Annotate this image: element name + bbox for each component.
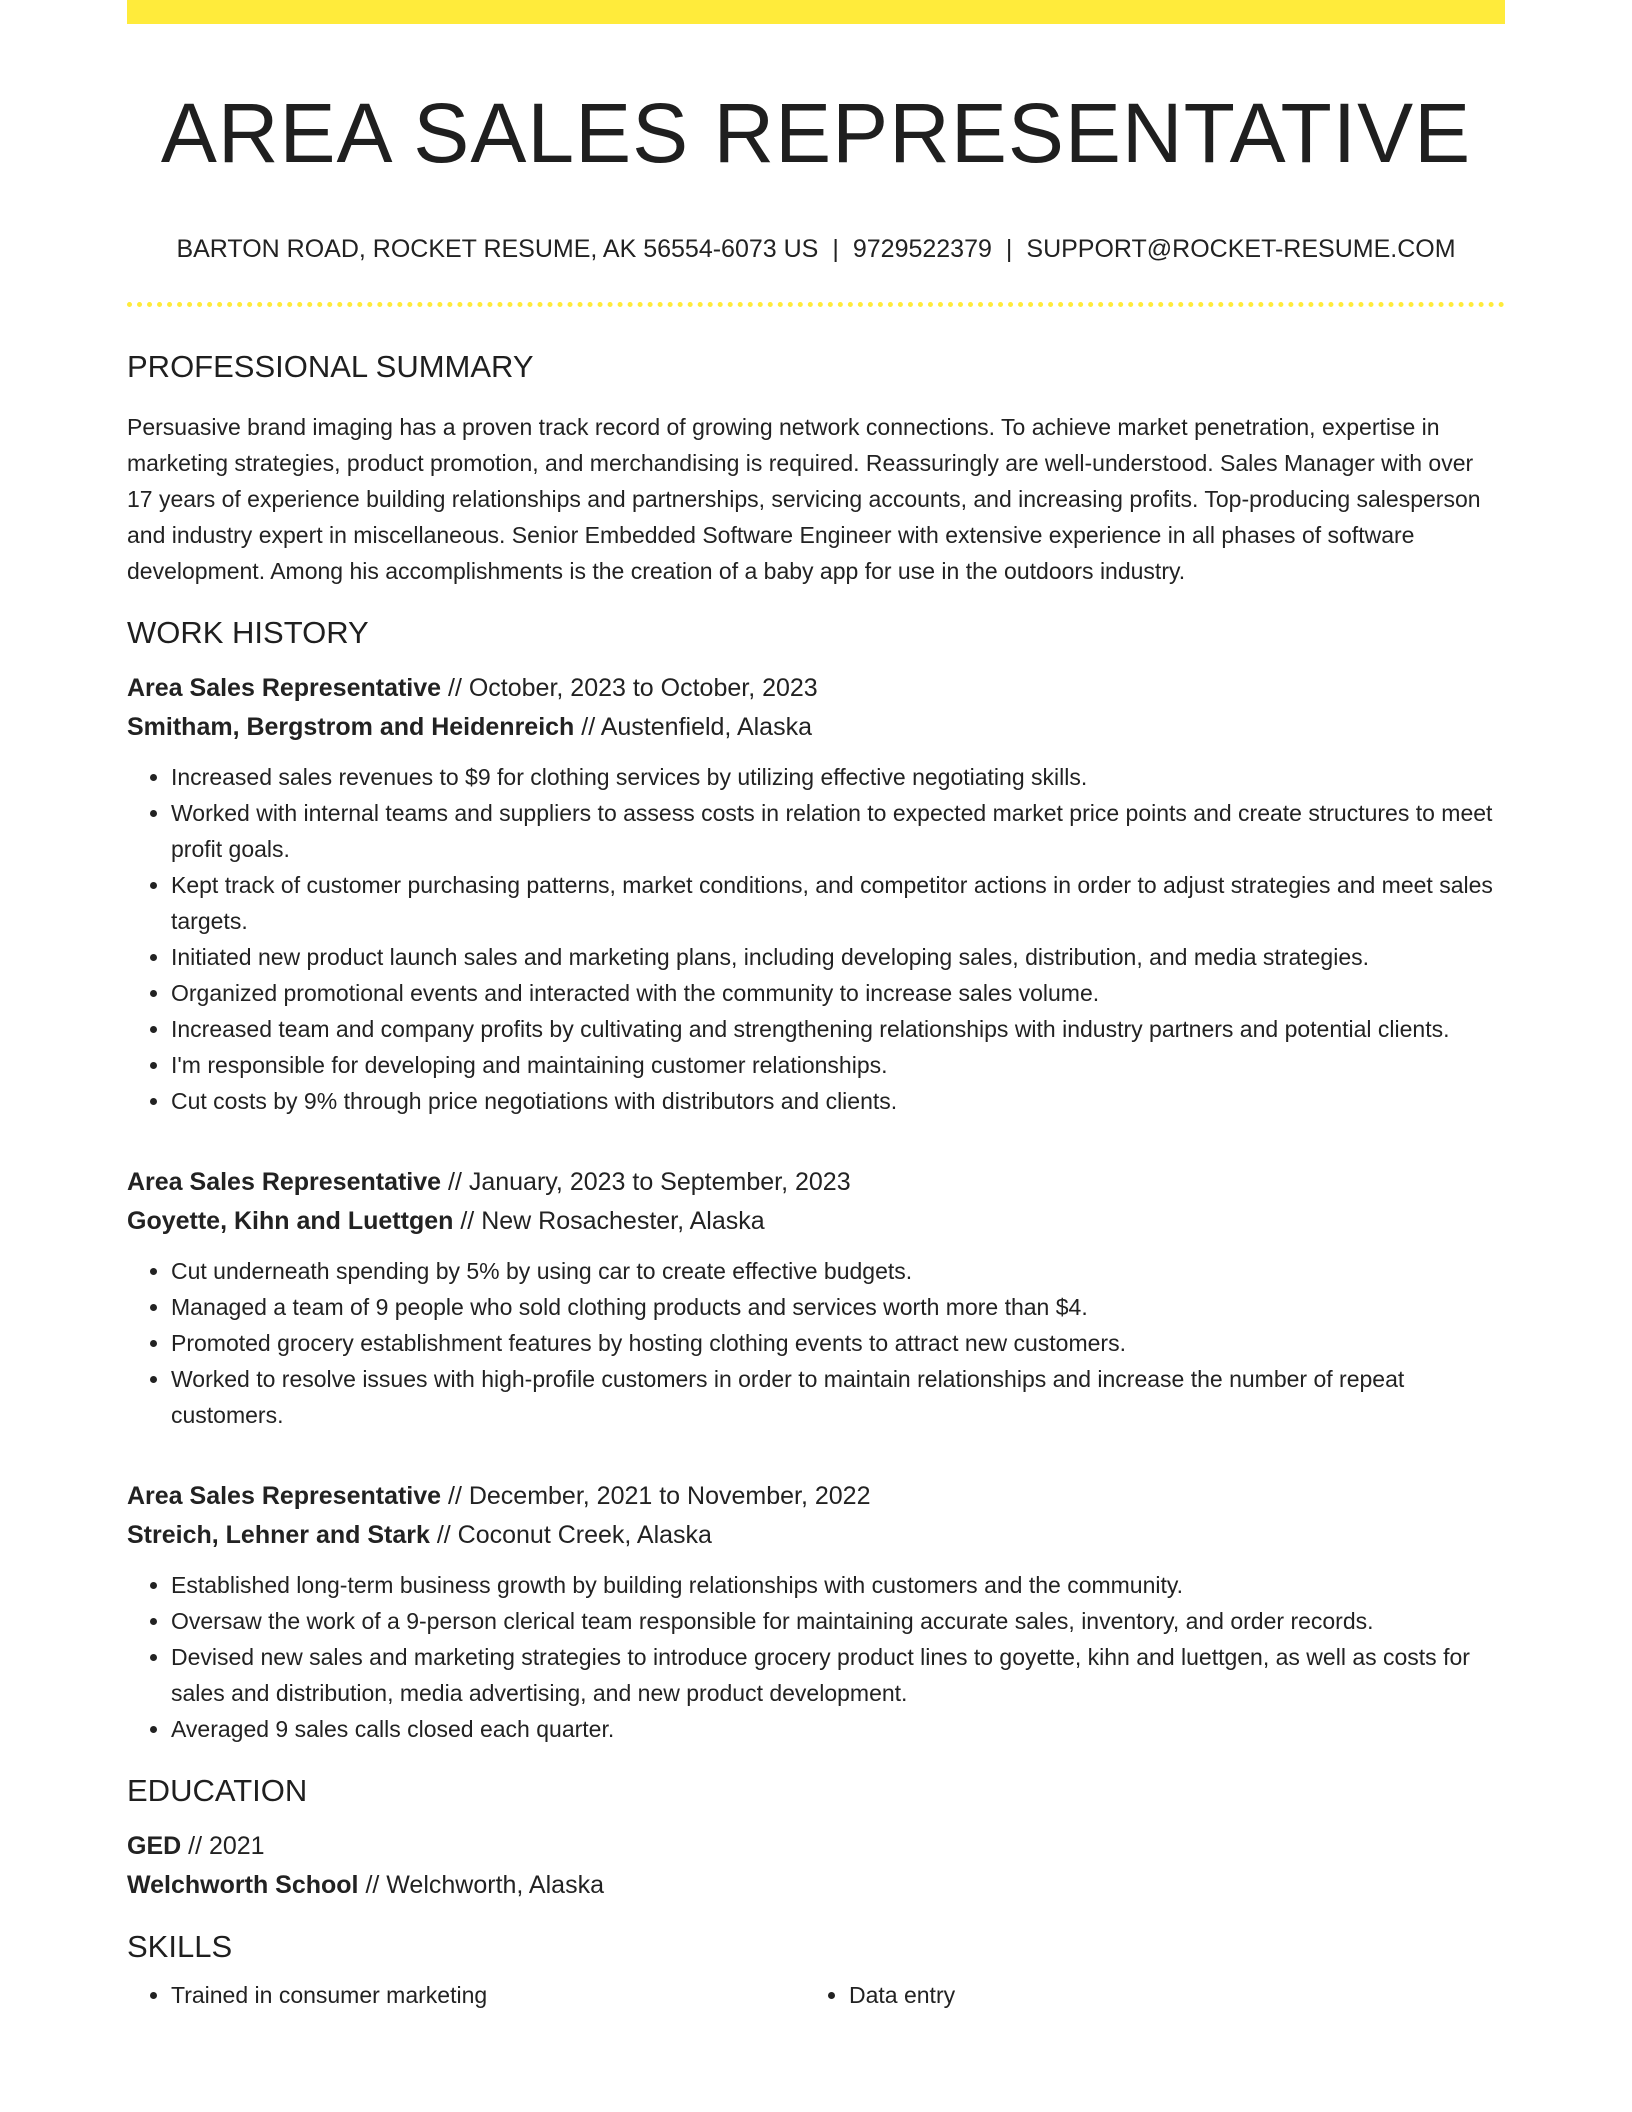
list-item: • Data entry <box>849 1977 955 2013</box>
job-location: // New Rosachester, Alaska <box>453 1207 765 1235</box>
list-item: • Increased team and company profits by cultivating and strengthening relationships with industry partners and potential clients. <box>171 1011 1505 1047</box>
list-item: • Initiated new product launch sales and marketing plans, including developing sales, distribution, and media strategies. <box>171 939 1505 975</box>
job-location: // Austenfield, Alaska <box>574 713 812 741</box>
list-item: • Trained in consumer marketing <box>171 1977 487 2013</box>
work-history-heading: WORK HISTORY <box>127 615 369 650</box>
list-item: • Established long-term business growth by building relationships with customers and the community. <box>171 1567 1505 1603</box>
job-company: Goyette, Kihn and Luettgen <box>127 1207 454 1235</box>
list-item: • Promoted grocery establishment features by hosting clothing events to attract new customers. <box>171 1325 1505 1361</box>
education-entry <box>127 1827 1505 1905</box>
resume-content <box>127 0 1505 2037</box>
resume-title: AREA SALES REPRESENTATIVE <box>160 86 1472 180</box>
list-item: • Oversaw the work of a 9-person clerical team responsible for maintaining accurate sales, inventory, and order records. <box>171 1603 1505 1639</box>
job-entry <box>127 669 1505 1119</box>
list-item: • Worked with internal teams and suppliers to assess costs in relation to expected market price points and create structures to meet profit goals. <box>171 795 1505 867</box>
list-item: • Cut underneath spending by 5% by using car to create effective budgets. <box>171 1253 1505 1289</box>
list-item: • Managed a team of 9 people who sold clothing products and services worth more than $4. <box>171 1289 1505 1325</box>
education-school: Welchworth School <box>127 1871 359 1899</box>
contact-phone: 9729522379 <box>852 235 992 263</box>
job-company: Streich, Lehner and Stark <box>127 1521 430 1549</box>
job-company-line <box>127 1202 1505 1241</box>
skills-column-1 <box>127 1977 487 2013</box>
job-entry <box>127 1477 1505 1747</box>
job-bullets <box>127 759 1505 1119</box>
contact-separator: | <box>1005 235 1013 263</box>
job-bullets <box>127 1253 1505 1433</box>
summary-text: Persuasive brand imaging has a proven track record of growing network connections. To achieve market penetration, expertise in marketing strategies, product promotion, and merchandising is required. Reassuringly are well-understood. Sales Manager with over 17 years of experience building relationships and partnerships, servicing accounts, and increasing profits. Top-producing salesperson and industry expert in miscellaneous. Senior Embedded Software Engineer with extensive experience in all phases of software development. Among his accomplishments is the creation of a baby app for use in the outdoors industry. <box>127 414 1481 584</box>
contact-line <box>127 232 1505 266</box>
job-company-line <box>127 708 1505 747</box>
job-role: Area Sales Representative <box>127 674 442 702</box>
job-role: Area Sales Representative <box>127 1168 442 1196</box>
skills-heading: SKILLS <box>127 1929 233 1964</box>
job-dates: // October, 2023 to October, 2023 <box>441 674 818 702</box>
contact-address: BARTON ROAD, ROCKET RESUME, AK 56554-6073 US <box>176 235 819 263</box>
summary-heading: PROFESSIONAL SUMMARY <box>127 349 534 384</box>
education-school-line <box>127 1866 1505 1905</box>
job-role-line <box>127 669 1505 708</box>
job-entry <box>127 1163 1505 1433</box>
contact-separator: | <box>832 235 839 263</box>
education-degree: GED <box>127 1832 182 1860</box>
list-item: • Increased sales revenues to $9 for clothing services by utilizing effective negotiating skills. <box>171 759 1505 795</box>
job-role: Area Sales Representative <box>127 1482 442 1510</box>
job-bullets <box>127 1567 1505 1747</box>
skills-list <box>127 1977 1505 2037</box>
list-item: • Averaged 9 sales calls closed each quarter. <box>171 1711 1505 1747</box>
list-item: • Worked to resolve issues with high-profile customers in order to maintain relationships and increase the number of repeat customers. <box>171 1361 1505 1433</box>
skills-column-2 <box>805 1977 955 2013</box>
job-company-line <box>127 1516 1505 1555</box>
job-dates: // December, 2021 to November, 2022 <box>441 1482 871 1510</box>
contact-email: SUPPORT@ROCKET-RESUME.COM <box>1026 235 1456 263</box>
education-year: // 2021 <box>181 1832 265 1860</box>
job-location: // Coconut Creek, Alaska <box>429 1521 712 1549</box>
education-heading: EDUCATION <box>127 1773 308 1808</box>
list-item: • Kept track of customer purchasing patterns, market conditions, and competitor actions in order to adjust strategies and meet sales targets. <box>171 867 1505 939</box>
list-item: • I'm responsible for developing and maintaining customer relationships. <box>171 1047 1505 1083</box>
list-item: • Organized promotional events and interacted with the community to increase sales volume. <box>171 975 1505 1011</box>
education-degree-line <box>127 1827 1505 1866</box>
job-dates: // January, 2023 to September, 2023 <box>441 1168 851 1196</box>
list-item: • Cut costs by 9% through price negotiations with distributors and clients. <box>171 1083 1505 1119</box>
list-item: • Devised new sales and marketing strategies to introduce grocery product lines to goyette, kihn and luettgen, as well as costs for sales and distribution, media advertising, and new product development. <box>171 1639 1505 1711</box>
dotted-divider <box>127 302 1505 307</box>
job-company: Smitham, Bergstrom and Heidenreich <box>127 713 575 741</box>
job-role-line <box>127 1163 1505 1202</box>
job-role-line <box>127 1477 1505 1516</box>
education-location: // Welchworth, Alaska <box>358 1871 604 1899</box>
